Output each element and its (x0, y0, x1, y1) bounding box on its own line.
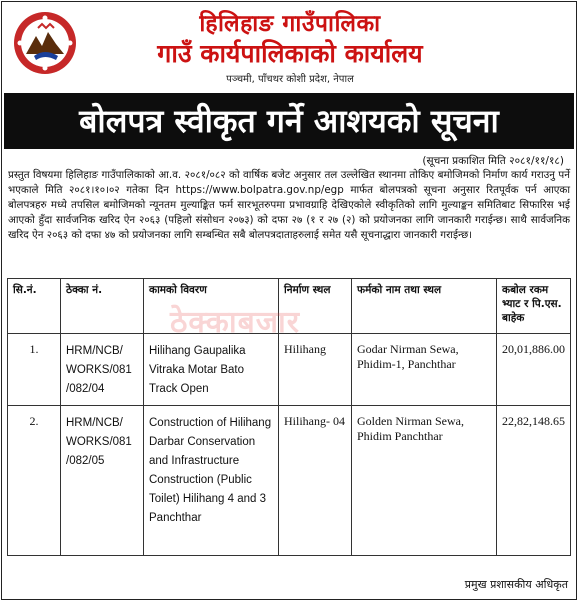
table-row (8, 334, 571, 406)
header-construction-site: निर्माण स्थल (279, 279, 352, 334)
row-firm-name: Golden Nirman Sewa, Phidim Panchthar (352, 406, 497, 556)
header-contract-no: ठेक्का नं. (61, 279, 144, 334)
row-construction-site: Hilihang (279, 334, 352, 406)
row-contract-no: HRM/NCB/ WORKS/081 /082/04 (61, 334, 144, 406)
row-sn: 1. (8, 334, 61, 406)
row-work-description: Construction of Hilihang Darbar Conservation and Infrastructure Construction (Public Toilet) Hilihang 4 and 3 Panchthar (144, 406, 279, 556)
watermark-logo: ठेक्काबजार (170, 305, 301, 340)
header-work-description: कामको विवरण (144, 279, 279, 334)
row-construction-site: Hilihang- 04 (279, 406, 352, 556)
publish-date: (सूचना प्रकाशित मिति २०८१/११/१८) (422, 155, 564, 167)
header-sn: सि.नं. (8, 279, 61, 334)
signatory-title: प्रमुख प्रशासकीय अधिकृत (464, 578, 568, 591)
header-firm-name: फर्मको नाम तथा स्थल (352, 279, 497, 334)
row-contract-no: HRM/NCB/ WORKS/081 /082/05 (61, 406, 144, 556)
row-sn: 2. (8, 406, 61, 556)
header-bid-amount: कबोल रकम भ्याट र पि.एस. बाहेक (497, 279, 571, 334)
row-work-description: Hilihang Gaupalika Vitraka Motar Bato Track Open (144, 334, 279, 406)
table-row (8, 406, 571, 556)
office-name: गाउँ कार्यपालिकाको कार्यालय (157, 39, 423, 68)
office-address: पञ्चमी, पाँचथर कोशी प्रदेश, नेपाल (226, 74, 354, 85)
row-firm-name: Godar Nirman Sewa, Phidim-1, Panchthar (352, 334, 497, 406)
row-bid-amount: 22,82,148.65 (497, 406, 571, 556)
row-bid-amount: 20,01,886.00 (497, 334, 571, 406)
notice-title-banner: बोलपत्र स्वीकृत गर्ने आशयको सूचना (4, 93, 574, 149)
notice-body-text: प्रस्तुत विषयमा हिलिहाङ गाउँपालिकाको आ.व. २०८१/०८२ को वार्षिक बजेट अनुसार तल उल्लेखित स्थानमा तोकिए बमोजिमको निर्माण कार्य गराउनु पर्ने भएकाले मिति २०८१।१०।०२ गतेका दिन https://www.bolpatra.gov.np/egp मार्फत बोलपत्रको सूचना अनुसार रितपूर्वक पर्न आएका बोलपत्रहरु मध्ये तपसिल बमोजिमको न्यूनतम मुल्याङ्कित फर्म सारभूतरुपमा प्रभावग्राहि देखिएकोले स्वीकृतिको लागि मुल्याङ्कन समितिबाट सिफारिस भई आएको हुँदा सार्वजनिक खरिद ऐन २०६३ (पहिलो संसोधन २०७३) को दफा २७ (१ र २७ (२) को प्रयोजनका लागि जानकारी गराईन्छ। साथै सार्वजनिक खरिद ऐन २०६३ को दफा ४७ को प्रयोजनका लागि सम्बन्धित सबै बोलपत्रदाताहरुलाई समेत यसै सूचनाद्धारा जानकारी गराईन्छ। (8, 169, 570, 241)
municipality-name: हिलिहाङ गाउँपालिका (199, 10, 381, 37)
